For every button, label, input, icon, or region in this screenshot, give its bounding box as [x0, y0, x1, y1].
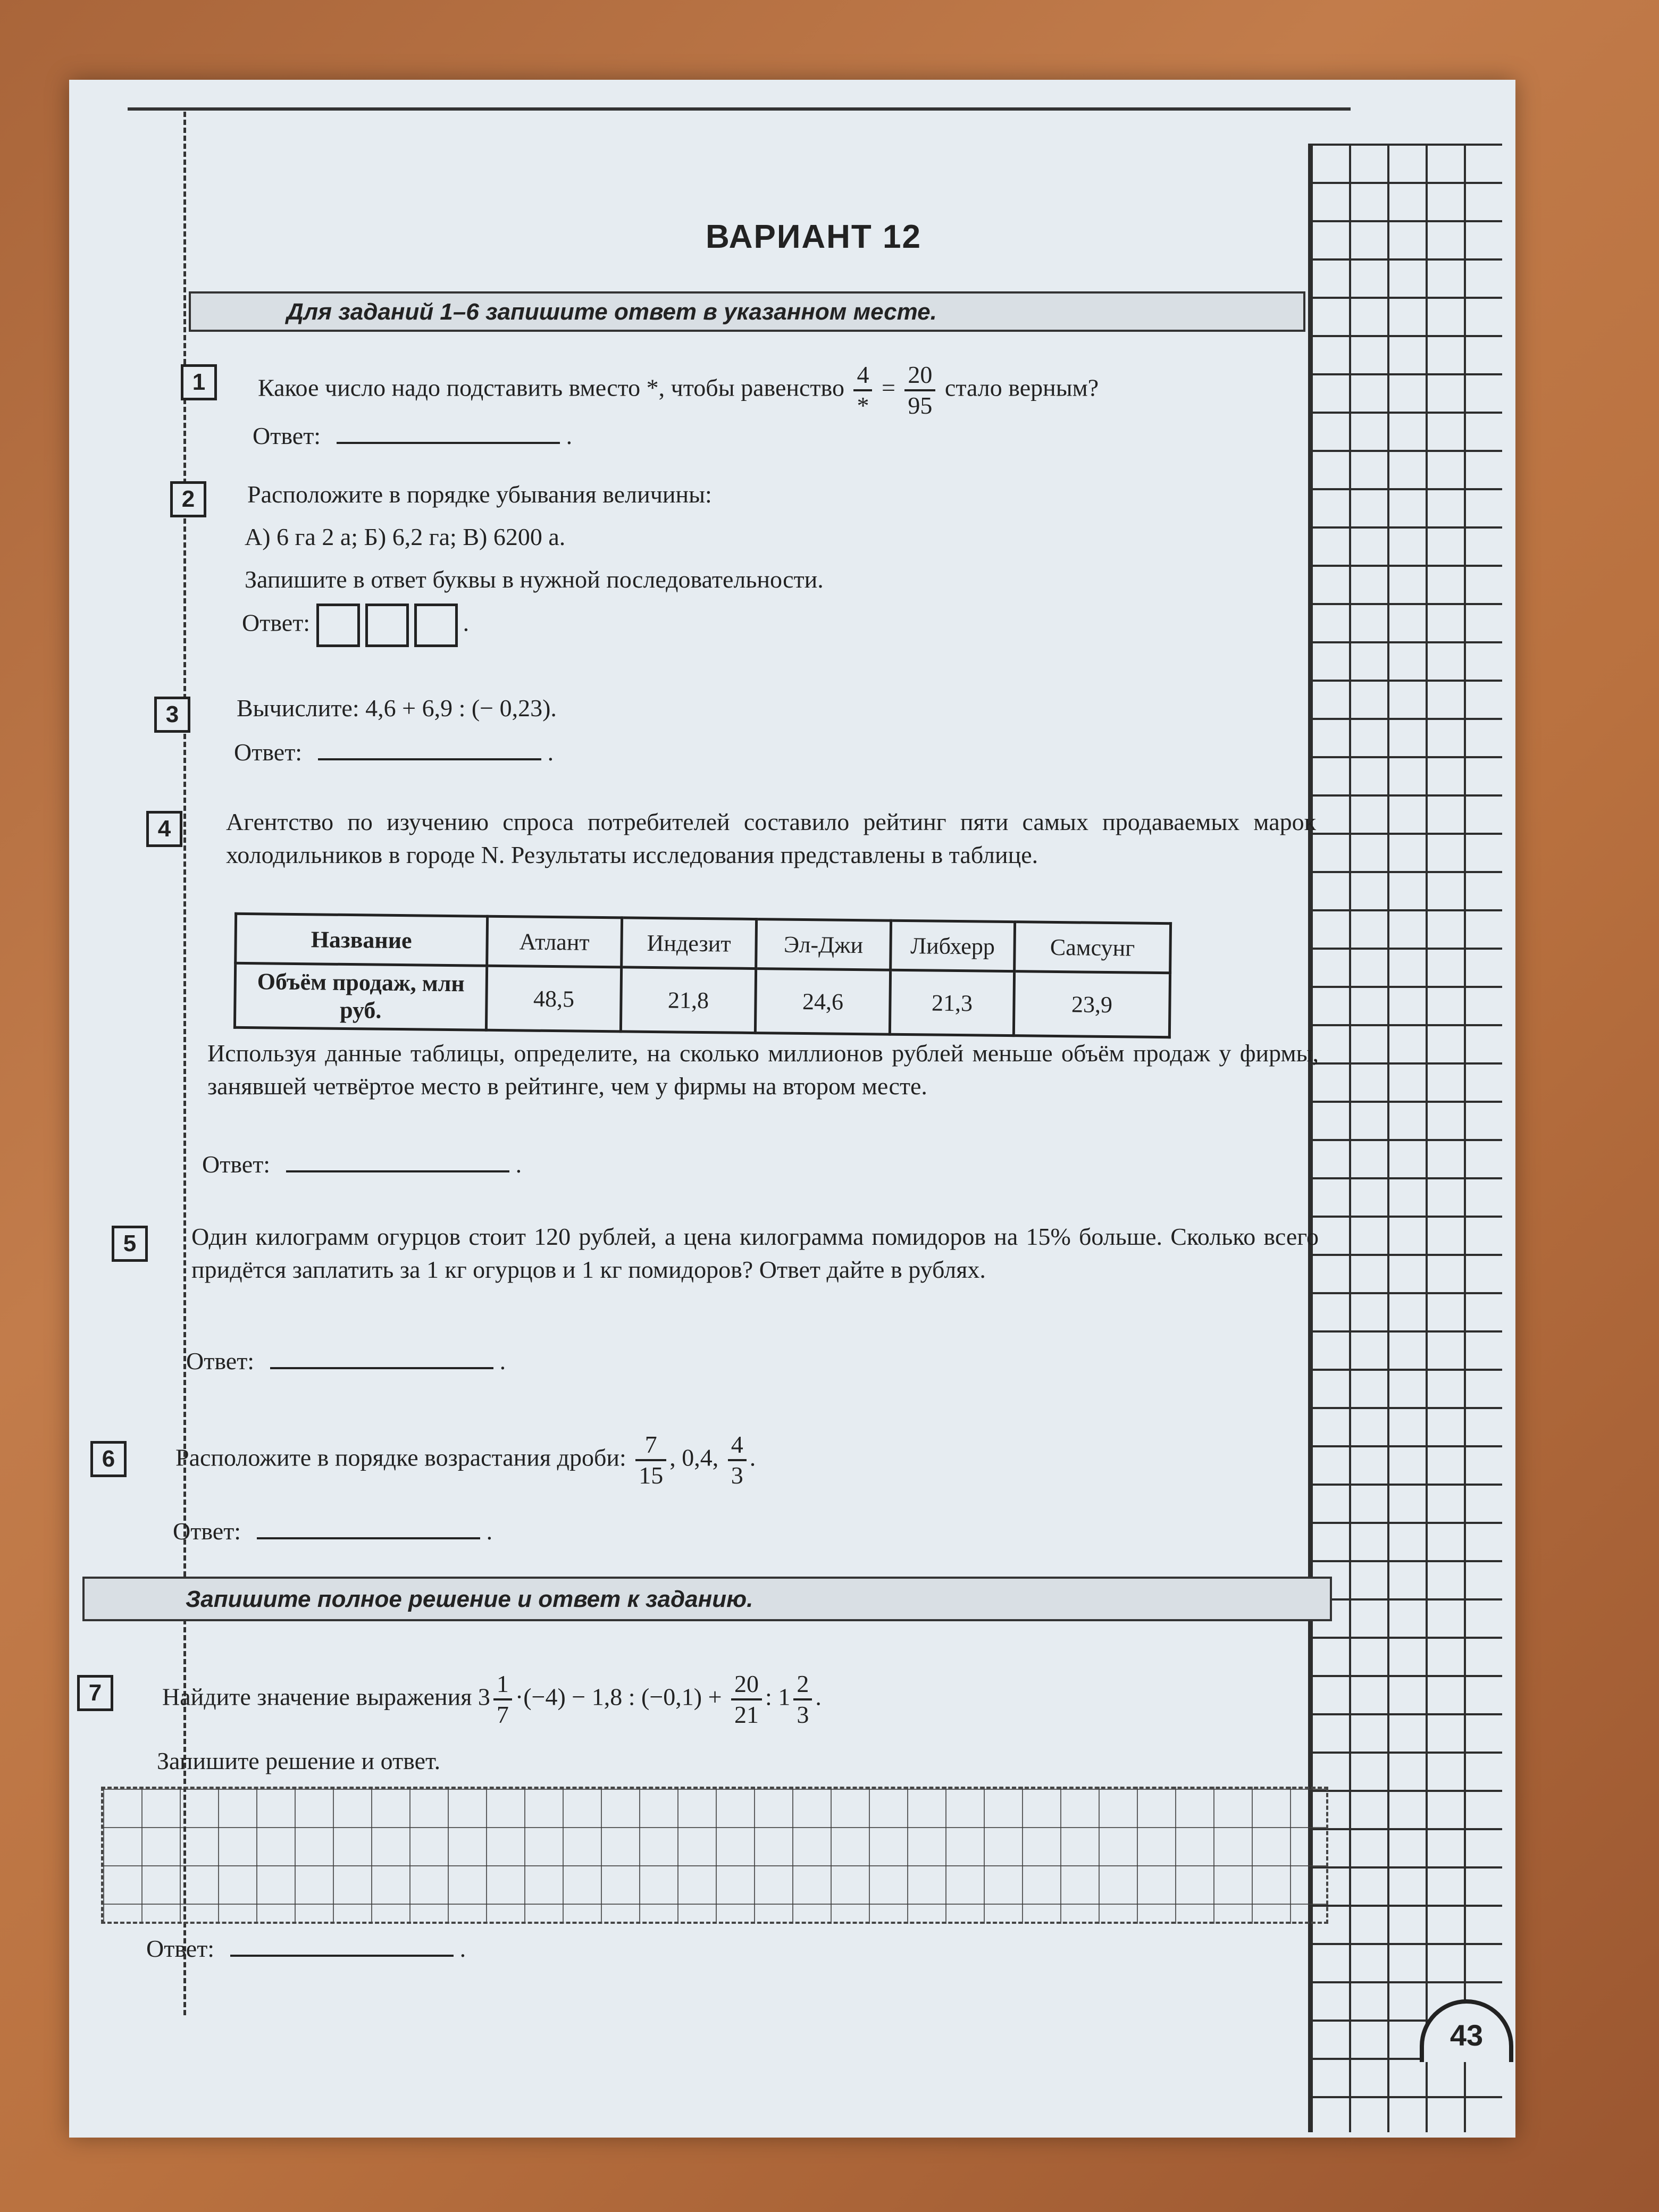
value-cell: 21,3 [890, 970, 1014, 1035]
task-number-2: 2 [170, 481, 206, 517]
page-number: 43 [1420, 1999, 1513, 2062]
task-3-text: Вычислите: 4,6 + 6,9 : (− 0,23). [237, 694, 557, 722]
answer-field-5[interactable]: Ответ: . [186, 1345, 506, 1377]
task-number-7: 7 [77, 1675, 113, 1711]
sales-table [233, 912, 1172, 1038]
task-number-1: 1 [181, 364, 217, 400]
table-value-label: Объём продаж, млн руб. [234, 963, 487, 1030]
instruction-banner-full: Запишите полное решение и ответ к заданию. [82, 1577, 1332, 1621]
task-number-4: 4 [146, 811, 182, 847]
value-cell: 23,9 [1013, 971, 1170, 1037]
answer-box-2[interactable] [365, 604, 409, 647]
answer-box-1[interactable] [316, 604, 360, 647]
task-1-text: Какое число надо подставить вместо *, чтобы равенство $\frac{4}{*}$ = $\frac{20}{95}$ стало верным? [258, 361, 1099, 419]
exam-sheet [69, 80, 1515, 2138]
task-number-5: 5 [112, 1226, 148, 1262]
task-2-line3: Запишите в ответ буквы в нужной последовательности. [245, 566, 824, 593]
value-cell: 21,8 [621, 967, 756, 1033]
table-row [234, 963, 1170, 1037]
answer-field-1[interactable]: Ответ: . [253, 420, 572, 452]
fraction-4-3: $\frac{4}{3}$ [728, 1430, 747, 1490]
mixed-fraction-2-3: $\frac{2}{3}$ [793, 1670, 812, 1729]
task-number-6: 6 [90, 1441, 127, 1477]
answer-field-3[interactable]: Ответ: . [234, 736, 554, 768]
value-cell: 48,5 [486, 966, 621, 1032]
mixed-fraction-1-7: $\frac{1}{7}$ [493, 1670, 512, 1729]
task-4-text: Агентство по изучению спроса потребителей составило рейтинг пяти самых продаваемых марок холодильников в городе N. Результаты исследования представлены в таблице. [226, 808, 1316, 868]
brand-cell: Эл-Джи [756, 919, 891, 970]
answer-box-3[interactable] [414, 604, 458, 647]
table-header-cell: Название [236, 914, 488, 966]
fraction-20-21: $\frac{20}{21}$ [731, 1670, 762, 1729]
answer-field-7[interactable]: Ответ: . [146, 1933, 466, 1965]
task-6-text: Расположите в порядке возрастания дроби: $\frac{7}{15}$ , 0,4, $\frac{4}{3}$ . [175, 1431, 756, 1489]
task-4-question: Используя данные таблицы, определите, на сколько миллионов рублей меньше объём продаж у фирмы, занявшей четвёртое место в рейтинге, чем у фирмы на втором месте. [207, 1040, 1319, 1100]
top-rule [128, 107, 1351, 111]
solution-grid[interactable] [101, 1787, 1328, 1924]
brand-cell: Индезит [622, 918, 757, 969]
page-title: ВАРИАНТ 12 [706, 219, 921, 255]
fraction-7-15: $\frac{7}{15}$ [635, 1430, 666, 1490]
answer-field-4[interactable]: Ответ: . [202, 1149, 522, 1180]
task-2-line1: Расположите в порядке убывания величины: [247, 481, 712, 508]
value-cell: 24,6 [755, 969, 890, 1035]
task-7-prompt: Запишите решение и ответ. [157, 1747, 441, 1774]
task-number-3: 3 [154, 697, 190, 733]
fraction-4-star: $\frac{4}{*}$ [853, 361, 872, 420]
fraction-20-95: $\frac{20}{95}$ [904, 361, 935, 420]
brand-cell: Либхерр [891, 920, 1015, 971]
answer-field-2: Ответ: . [242, 604, 469, 647]
brand-cell: Самсунг [1015, 922, 1171, 973]
answer-field-6[interactable]: Ответ: . [173, 1515, 492, 1547]
instruction-banner-short: Для заданий 1–6 запишите ответ в указанном месте. [189, 291, 1305, 332]
task-2-line2: А) 6 га 2 а; Б) 6,2 га; В) 6200 а. [245, 523, 566, 550]
table-row [236, 914, 1171, 973]
task-7-text: Найдите значение выражения 3 $\frac{1}{7}$ ·(−4) − 1,8 : (−0,1) + $\frac{20}{21}$ : 1 $\frac{2}{3}$ . [162, 1670, 822, 1728]
brand-cell: Атлант [487, 916, 622, 967]
task-5-text: Один килограмм огурцов стоит 120 рублей, а цена килограмма помидоров на 15% больше. Сколько всего придётся заплатить за 1 кг огурцов и 1 кг помидоров? Ответ дайте в рублях. [191, 1223, 1319, 1283]
answer-grid-strip [1308, 144, 1502, 2132]
